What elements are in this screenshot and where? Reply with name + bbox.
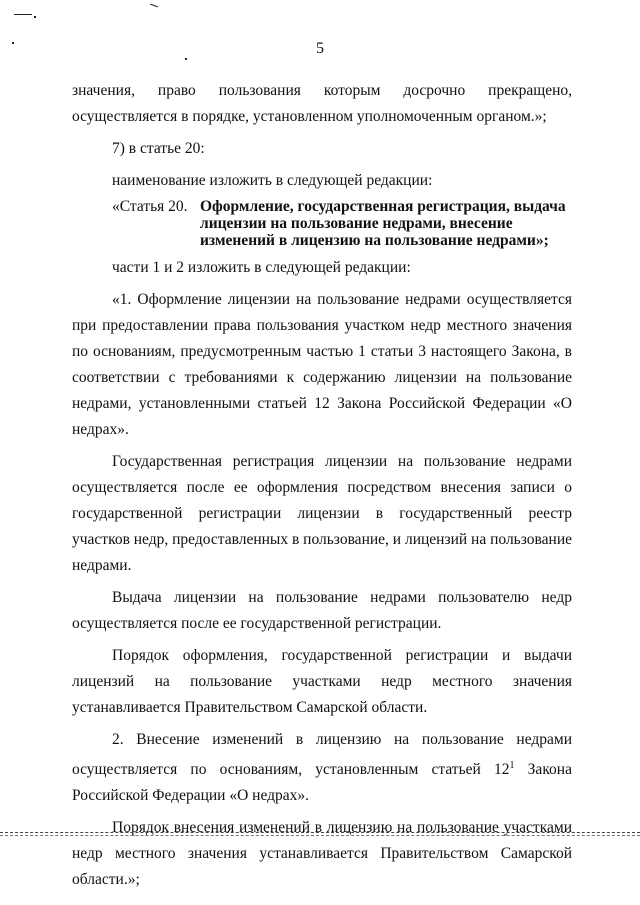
scan-mark-dot	[185, 58, 187, 60]
paragraph-issuance: Выдача лицензии на пользование недрами пользователю недр осуществляется после ее государственной регистрации.	[72, 589, 572, 632]
paragraph-amendment-procedure: Порядок внесения изменений в лицензию на пользование участками недр местного значения устанавливается Правительством Самарской области.»;	[72, 819, 572, 889]
paragraph-1-line-2: осуществляется в порядке, установленном уполномоченным органом.»;	[72, 108, 547, 125]
paragraph-item-7: 7) в статье 20:	[112, 140, 205, 157]
scan-mark-dash	[150, 4, 158, 8]
paragraph-part-1: «1. Оформление лицензии на пользование недрами осуществляется при предоставлении права пользования участком недр местного значения по основаниям, предусмотренным частью 1 статьи 3 настоящего Закона, в соответствии с требованиями к содержанию лицензии на пользование недрами, установленными статьей 12 Закона Российской Федерации «О недрах».	[72, 291, 572, 438]
paragraph-1-line-1: значения, право пользования которым досрочно прекращено,	[72, 82, 572, 99]
paragraph-parts-instruction: части 1 и 2 изложить в следующей редакции:	[112, 259, 411, 276]
article-label: «Статья 20.	[112, 198, 188, 215]
paragraph-part-2-end: Закона Российской Федерации «О недрах».	[72, 761, 572, 805]
scan-mark-dot	[34, 16, 36, 18]
paragraph-part-2-text: 2. Внесение изменений в лицензию на пользование недрами осуществляется по основаниям, установленным статьей 12	[72, 731, 572, 779]
paragraph-registration: Государственная регистрация лицензии на пользование недрами осуществляется после ее оформления посредством внесения записи о государственной регистрации лицензии в государственный реестр участков недр, предоставленных в пользование, и лицензий на пользование недрами.	[72, 453, 572, 574]
paragraph-procedure: Порядок оформления, государственной регистрации и выдачи лицензий на пользование участками недр местного значения устанавливается Правительством Самарской области.	[72, 647, 572, 716]
scan-mark-top-left	[14, 14, 32, 15]
superscript-index: 1	[509, 760, 515, 771]
article-title: Оформление, государственная регистрация, выдача лицензии на пользование недрами, внесение изменений в лицензию на пользование недрами»;	[200, 198, 566, 249]
paragraph-part-2	[72, 727, 572, 809]
document-body	[72, 78, 572, 893]
paragraph-heading-instruction: наименование изложить в следующей редакции:	[112, 172, 433, 189]
scan-dashed-line	[0, 835, 640, 838]
page-number: 5	[316, 40, 324, 57]
article-heading	[72, 198, 572, 249]
